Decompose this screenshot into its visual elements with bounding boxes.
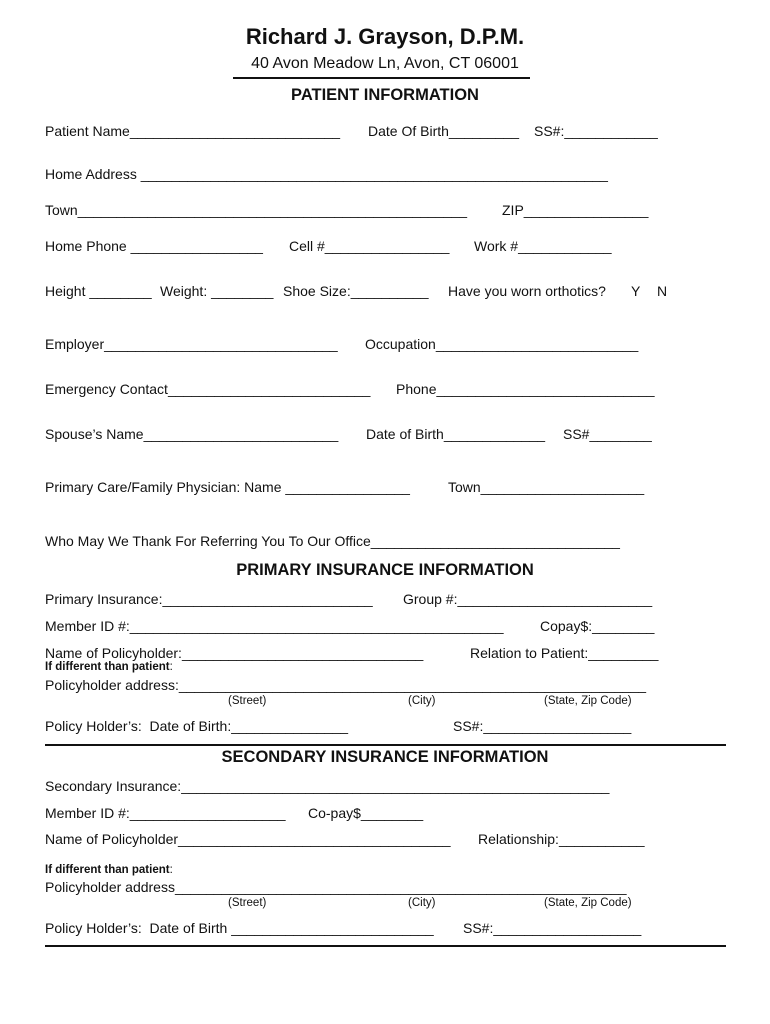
secondary-if-different-colon: :: [169, 864, 173, 876]
secondary-relationship-field[interactable]: Relationship:___________: [478, 831, 645, 847]
section-title-primary-insurance: PRIMARY INSURANCE INFORMATION: [236, 561, 534, 579]
primary-if-different-note: [45, 661, 173, 674]
spouse-ss-field[interactable]: SS#________: [563, 426, 652, 442]
primary-member-id-field[interactable]: Member ID #:________________________________________________: [45, 618, 504, 634]
practice-address: 40 Avon Meadow Ln, Avon, CT 06001: [251, 55, 519, 72]
primary-street-caption: (Street): [228, 695, 267, 707]
secondary-if-different-label: If different than patient: [45, 864, 170, 876]
primary-city-caption: (City): [408, 695, 436, 707]
orthotics-question: Have you worn orthotics?: [448, 283, 606, 299]
weight-field[interactable]: Weight: ________: [160, 283, 274, 299]
section-title-secondary-insurance: SECONDARY INSURANCE INFORMATION: [221, 748, 549, 766]
secondary-policyholder-dob-field[interactable]: Policy Holder’s: Date of Birth __________________________: [45, 920, 434, 936]
cell-phone-field[interactable]: Cell #________________: [289, 238, 450, 254]
primary-group-field[interactable]: Group #:_________________________: [403, 591, 653, 607]
section-title-patient: PATIENT INFORMATION: [291, 86, 479, 104]
patient-name-field[interactable]: Patient Name___________________________: [45, 123, 341, 139]
employer-field[interactable]: Employer______________________________: [45, 336, 338, 352]
secondary-state-zip-caption: (State, Zip Code): [544, 897, 632, 909]
primary-policyholder-name-field[interactable]: Name of Policyholder:_______________________________: [45, 645, 424, 661]
primary-section-divider: [45, 744, 726, 746]
primary-state-zip-caption: (State, Zip Code): [544, 695, 632, 707]
emergency-phone-field[interactable]: Phone____________________________: [396, 381, 655, 397]
emergency-contact-field[interactable]: Emergency Contact__________________________: [45, 381, 371, 397]
header-divider: [233, 77, 530, 79]
practitioner-name: Richard J. Grayson, D.P.M.: [245, 24, 525, 49]
secondary-street-caption: (Street): [228, 897, 267, 909]
secondary-if-different-note: [45, 864, 173, 877]
spouse-name-field[interactable]: Spouse’s Name_________________________: [45, 426, 339, 442]
physician-name-field[interactable]: Primary Care/Family Physician: Name ________________: [45, 479, 410, 495]
secondary-member-id-field[interactable]: Member ID #:____________________: [45, 805, 286, 821]
home-address-field[interactable]: Home Address ____________________________________________________________: [45, 166, 608, 182]
primary-if-different-label: If different than patient: [45, 661, 170, 673]
physician-town-field[interactable]: Town_____________________: [448, 479, 645, 495]
height-field[interactable]: Height ________: [45, 283, 152, 299]
occupation-field[interactable]: Occupation__________________________: [365, 336, 639, 352]
ss-number-field[interactable]: SS#:____________: [534, 123, 658, 139]
secondary-policyholder-name-field[interactable]: Name of Policyholder___________________________________: [45, 831, 451, 847]
secondary-city-caption: (City): [408, 897, 436, 909]
primary-policyholder-dob-field[interactable]: Policy Holder’s: Date of Birth:_______________: [45, 718, 349, 734]
bottom-divider: [45, 945, 726, 947]
primary-policyholder-address-field[interactable]: Policyholder address:____________________________________________________________: [45, 677, 647, 693]
orthotics-no-option[interactable]: N: [657, 283, 668, 299]
secondary-copay-field[interactable]: Co-pay$________: [308, 805, 424, 821]
primary-relation-field[interactable]: Relation to Patient:_________: [470, 645, 659, 661]
primary-copay-field[interactable]: Copay$:________: [540, 618, 655, 634]
town-field[interactable]: Town__________________________________________________: [45, 202, 467, 218]
primary-insurance-field[interactable]: Primary Insurance:___________________________: [45, 591, 373, 607]
zip-field[interactable]: ZIP________________: [502, 202, 649, 218]
home-phone-field[interactable]: Home Phone _________________: [45, 238, 263, 254]
primary-policyholder-ss-field[interactable]: SS#:___________________: [453, 718, 632, 734]
orthotics-yes-option[interactable]: Y: [631, 283, 641, 299]
primary-if-different-colon: :: [169, 661, 173, 673]
secondary-policyholder-address-field[interactable]: Policyholder address__________________________________________________________: [45, 879, 627, 895]
spouse-dob-field[interactable]: Date of Birth_____________: [366, 426, 546, 442]
date-of-birth-field[interactable]: Date Of Birth_________: [368, 123, 519, 139]
secondary-insurance-field[interactable]: Secondary Insurance:_______________________________________________________: [45, 778, 610, 794]
referral-field[interactable]: Who May We Thank For Referring You To Our Office________________________________: [45, 533, 620, 549]
work-phone-field[interactable]: Work #____________: [474, 238, 612, 254]
shoe-size-field[interactable]: Shoe Size:__________: [283, 283, 429, 299]
secondary-policyholder-ss-field[interactable]: SS#:___________________: [463, 920, 642, 936]
